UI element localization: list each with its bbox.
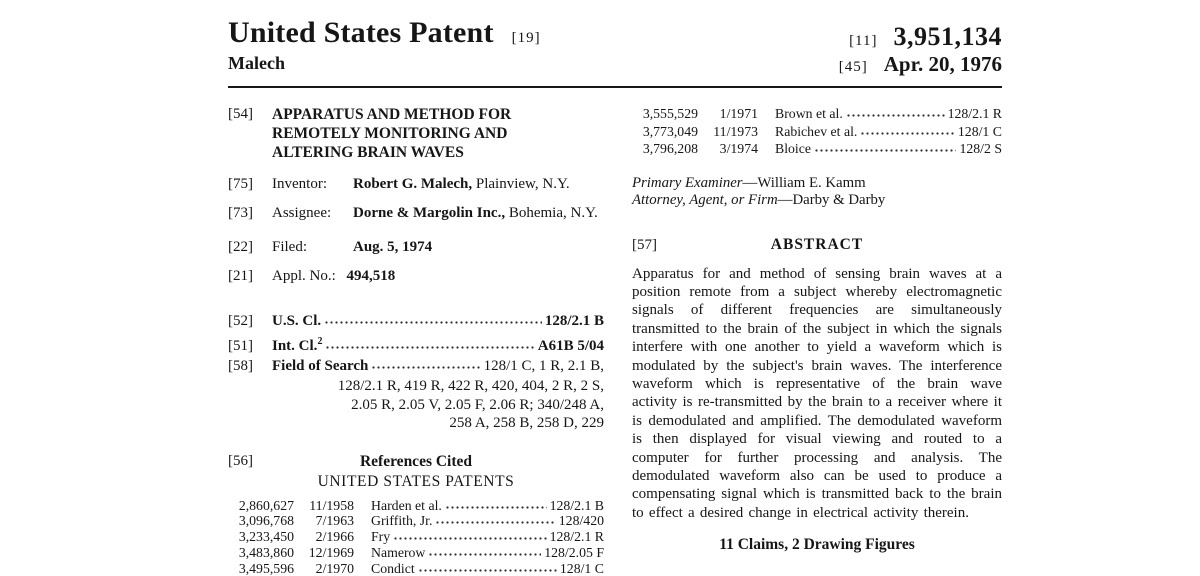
assignee-location: Bohemia, N.Y.	[509, 205, 598, 221]
citation-row	[632, 140, 1002, 158]
citation-date: 11/1958	[294, 498, 354, 514]
issue-date: Apr. 20, 1976	[884, 52, 1002, 77]
invention-title-line: REMOTELY MONITORING AND	[272, 124, 604, 143]
citation-name: Brown et al.	[775, 105, 843, 123]
field-code-45: [45]	[839, 59, 868, 76]
field-of-search-label: Field of Search	[272, 357, 368, 376]
filed-date: Aug. 5, 1974	[353, 238, 432, 257]
dot-leader	[445, 505, 547, 510]
citation-name: Griffith, Jr.	[371, 513, 432, 529]
abstract-text: Apparatus for and method of sensing brain waves at a position remote from a subject whereby electromagnetic signals of different frequencies are simultaneously transmitted to the brain of the subject in which the signals interfere with one another to yield a waveform which is modulated by the subject's brain waves. The interference waveform which is representative of the brain wave activity is re-transmitted by the brain to a receiver where it is demodulated and amplified. The demodulated waveform is then displayed for visual viewing and routed to a computer for further processing and analysis. The demodulated waveform also can be used to produce a compensating signal which is transmitted back to the brain to effect a desired change in electrical activity therein.	[632, 265, 1002, 523]
field-of-search-continuation: 128/2.1 R, 419 R, 422 R, 420, 404, 2 R, 2 S,	[228, 377, 604, 396]
int-cl-entry	[228, 332, 604, 356]
citation-number: 3,495,596	[228, 561, 294, 576]
left-column	[228, 105, 604, 576]
field-code-58: [58]	[228, 357, 272, 376]
citation-date: 11/1973	[698, 123, 758, 141]
field-of-search-continuation: 2.05 R, 2.05 V, 2.05 F, 2.06 R; 340/248 A,	[228, 396, 604, 415]
patent-front-page	[228, 16, 1002, 576]
citation-date: 12/1969	[294, 545, 354, 561]
attorney-line	[632, 192, 1002, 210]
citation-class: 128/2.1 R	[948, 105, 1002, 123]
field-code-11: [11]	[849, 33, 877, 50]
int-cl-superscript: 2	[317, 336, 322, 347]
citation-name: Rabichev et al.	[775, 123, 857, 141]
dot-leader	[371, 365, 480, 370]
citation-class: 128/2.1 R	[550, 529, 604, 545]
assignee-entry	[228, 204, 604, 223]
appl-no-value: 494,518	[347, 268, 396, 284]
citation-row	[632, 123, 1002, 141]
citation-class: 128/2 S	[959, 140, 1002, 158]
references-cited-title: References Cited	[360, 453, 472, 470]
citation-class: 128/2.05 F	[544, 545, 604, 561]
us-cl-entry	[228, 312, 604, 331]
field-of-search-value: 128/1 C, 1 R, 2.1 B,	[484, 357, 604, 376]
page-title: United States Patent	[228, 16, 494, 50]
citation-class: 128/1 C	[560, 561, 604, 576]
field-code-54: [54]	[228, 105, 272, 162]
primary-examiner-name: William E. Kamm	[757, 175, 865, 191]
invention-title-line: APPARATUS AND METHOD FOR	[272, 105, 604, 124]
citation-date: 1/1971	[698, 105, 758, 123]
primary-examiner-label: Primary Examiner	[632, 175, 743, 191]
field-code-56: [56]	[228, 453, 253, 470]
kind-code-19: [19]	[512, 30, 541, 47]
citation-class: 128/2.1 B	[550, 498, 604, 514]
citation-date: 7/1963	[294, 513, 354, 529]
dot-leader	[418, 568, 557, 573]
field-code-75: [75]	[228, 175, 272, 194]
right-column	[632, 105, 1002, 576]
assignee-name: Dorne & Margolin Inc.,	[353, 205, 505, 221]
filed-entry	[228, 238, 604, 257]
filed-label: Filed:	[272, 238, 353, 257]
field-code-57: [57]	[632, 237, 657, 254]
attorney-label: Attorney, Agent, or Firm	[632, 192, 778, 208]
citation-number: 3,773,049	[632, 123, 698, 141]
citation-row	[632, 105, 1002, 123]
citation-date: 2/1970	[294, 561, 354, 576]
inventor-surname: Malech	[228, 53, 541, 74]
citation-name: Harden et al.	[371, 498, 442, 514]
citation-row	[228, 513, 604, 529]
patent-header	[228, 16, 1002, 77]
invention-title-line: ALTERING BRAIN WAVES	[272, 143, 604, 162]
invention-title-entry	[228, 105, 604, 162]
citation-number: 3,796,208	[632, 140, 698, 158]
references-cited-heading	[228, 453, 604, 471]
header-divider	[228, 86, 1002, 88]
citation-date: 2/1966	[294, 529, 354, 545]
citation-row	[228, 529, 604, 545]
dot-leader	[860, 131, 955, 136]
citation-number: 3,096,768	[228, 513, 294, 529]
abstract-heading	[632, 236, 1002, 254]
inventor-name: Robert G. Malech,	[353, 176, 472, 192]
us-cl-value: 128/2.1 B	[545, 312, 604, 331]
citation-name: Namerow	[371, 545, 425, 561]
header-right	[839, 16, 1002, 77]
dot-leader	[846, 113, 945, 118]
appl-no-entry	[228, 267, 604, 286]
assignee-label: Assignee:	[272, 204, 353, 223]
field-code-21: [21]	[228, 267, 272, 286]
citation-name: Bloice	[775, 140, 811, 158]
citation-number: 3,233,450	[228, 529, 294, 545]
citation-row	[228, 498, 604, 514]
dot-leader	[435, 520, 555, 525]
citation-name: Condict	[371, 561, 415, 576]
field-code-73: [73]	[228, 204, 272, 223]
inventor-location: Plainview, N.Y.	[476, 176, 570, 192]
dot-leader	[393, 536, 546, 541]
header-left	[228, 16, 541, 74]
citations-table-right	[632, 105, 1002, 158]
citation-number: 3,555,529	[632, 105, 698, 123]
claims-line: 11 Claims, 2 Drawing Figures	[632, 536, 1002, 554]
citation-number: 3,483,860	[228, 545, 294, 561]
citation-class: 128/1 C	[958, 123, 1002, 141]
int-cl-label: Int. Cl.$^2$	[272, 332, 322, 356]
examiner-block	[632, 175, 1002, 210]
citation-class: 128/420	[559, 513, 604, 529]
citation-name: Fry	[371, 529, 390, 545]
int-cl-value: A61B 5/04	[538, 337, 604, 356]
dot-leader	[814, 148, 956, 153]
citations-table-left	[228, 498, 604, 576]
primary-examiner-line	[632, 175, 1002, 193]
dot-leader	[324, 320, 542, 325]
citation-date: 3/1974	[698, 140, 758, 158]
field-of-search-entry	[228, 357, 604, 433]
em-dash: —	[778, 192, 793, 208]
abstract-title: ABSTRACT	[771, 236, 863, 253]
attorney-name: Darby & Darby	[792, 192, 885, 208]
citation-row	[228, 561, 604, 576]
us-patents-subheading: UNITED STATES PATENTS	[228, 473, 604, 491]
dot-leader	[325, 345, 534, 350]
em-dash: —	[743, 175, 758, 191]
us-cl-label: U.S. Cl.	[272, 312, 321, 331]
field-code-22: [22]	[228, 238, 272, 257]
field-code-51: [51]	[228, 337, 272, 356]
inventor-label: Inventor:	[272, 175, 353, 194]
field-code-52: [52]	[228, 312, 272, 331]
patent-number: 3,951,134	[894, 22, 1003, 52]
field-of-search-continuation: 258 A, 258 B, 258 D, 229	[228, 414, 604, 433]
appl-no-label: Appl. No.:	[272, 268, 336, 284]
inventor-entry	[228, 175, 604, 194]
citation-number: 2,860,627	[228, 498, 294, 514]
